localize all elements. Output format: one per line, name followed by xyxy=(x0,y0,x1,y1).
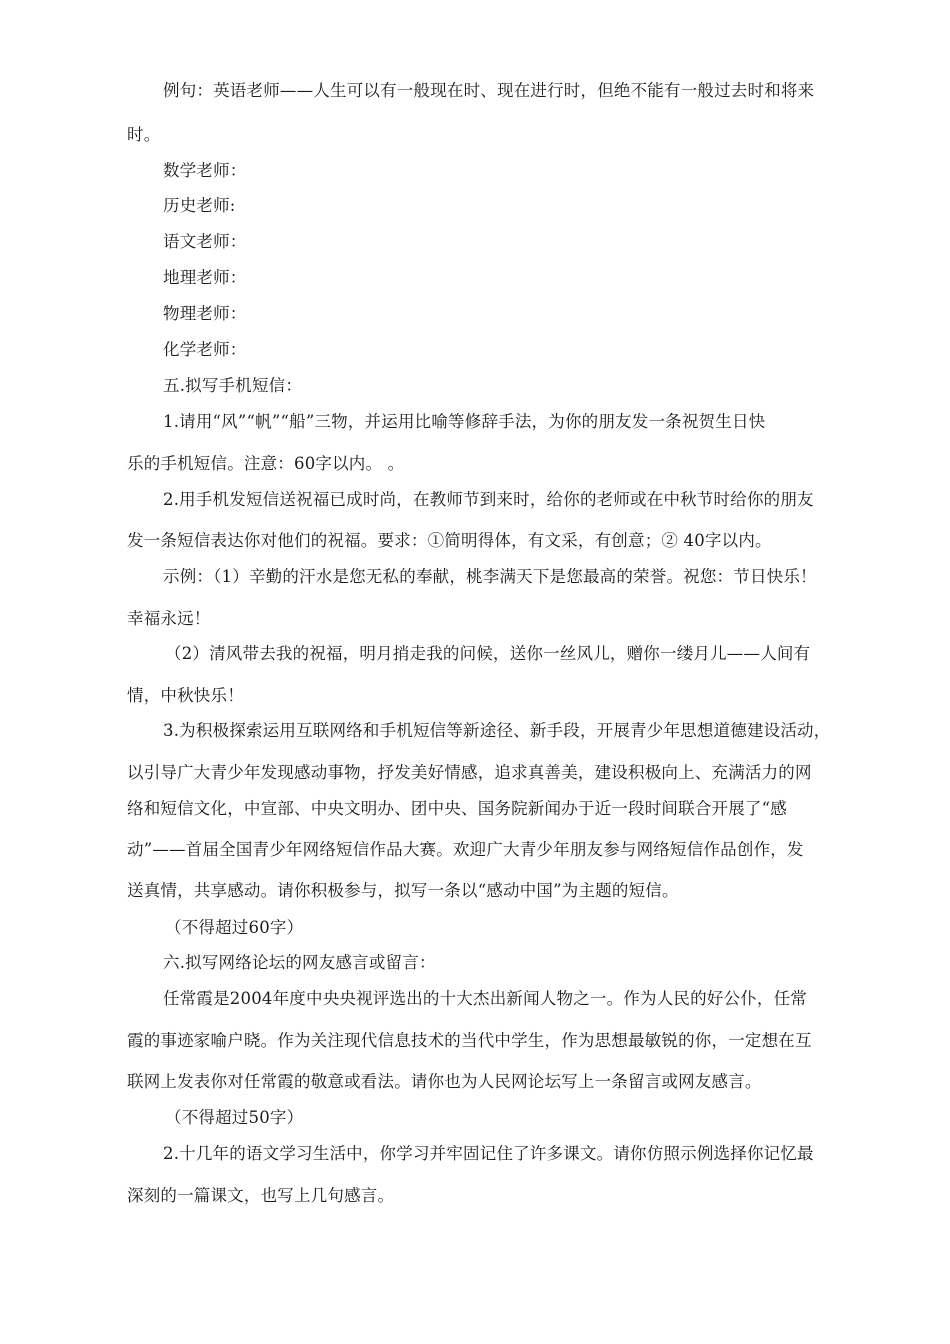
paragraph-line: 2.十几年的语文学习生活中，你学习并牢固记住了许多课文。请你仿照示例选择你记忆最 xyxy=(163,1144,814,1163)
paragraph-line: 深刻的一篇课文，也写上几句感言。 xyxy=(127,1186,395,1205)
paragraph-line: 动”——首届全国青少年网络短信作品大赛。欢迎广大青少年朋友参与网络短信作品创作，发 xyxy=(127,840,804,859)
paragraph-line: 时。 xyxy=(127,125,161,144)
paragraph-line: 物理老师： xyxy=(163,304,247,323)
paragraph-line: （2）清风带去我的祝福，明月捎走我的问候，送你一丝风儿，赠你一缕月儿——人间有 xyxy=(165,644,811,663)
paragraph-line: 2.用手机发短信送祝福已成时尚，在教师节到来时，给你的老师或在中秋节时给你的朋友 xyxy=(163,490,814,509)
paragraph-line: 络和短信文化，中宣部、中央文明办、团中央、国务院新闻办于近一段时间联合开展了“感 xyxy=(127,799,787,818)
paragraph-line: 情，中秋快乐！ xyxy=(127,686,244,705)
paragraph-line: 语文老师： xyxy=(163,232,247,251)
paragraph-line: 以引导广大青少年发现感动事物，抒发美好情感，追求真善美，建设积极向上、充满活力的网 xyxy=(127,763,812,782)
paragraph-line: 历史老师: xyxy=(163,196,236,215)
paragraph-line: 化学老师： xyxy=(163,340,247,359)
paragraph-line: （不得超过50字） xyxy=(165,1108,304,1127)
paragraph-line: 地理老师： xyxy=(163,268,247,287)
paragraph-line: 3.为积极探索运用互联网络和手机短信等新途径、新手段，开展青少年思想道德建设活动， xyxy=(163,721,831,740)
paragraph-line: 乐的手机短信。注意：60字以内。 。 xyxy=(127,454,405,473)
paragraph-line: （不得超过60字） xyxy=(165,918,304,937)
paragraph-line: 示例：（1）辛勤的汗水是您无私的奉献，桃李满天下是您最高的荣誉。祝您：节日快乐！ xyxy=(163,567,817,586)
section-heading: 五.拟写手机短信： xyxy=(163,376,303,395)
paragraph-line: 幸福永远！ xyxy=(127,609,211,628)
section-heading: 六.拟写网络论坛的网友感言或留言： xyxy=(163,953,436,972)
paragraph-line: 1.请用“风”“帆”“船”三物，并运用比喻等修辞手法，为你的朋友发一条祝贺生日快 xyxy=(163,412,766,431)
paragraph-line: 数学老师： xyxy=(163,161,247,180)
paragraph-line: 例句：英语老师——人生可以有一般现在时、现在进行时，但绝不能有一般过去时和将来 xyxy=(163,81,815,100)
paragraph-line: 送真情，共享感动。请你积极参与，拟写一条以“感动中国”为主题的短信。 xyxy=(127,881,679,900)
paragraph-line: 任常霞是2004年度中央央视评选出的十大杰出新闻人物之一。作为人民的好公仆，任常 xyxy=(163,989,807,1008)
paragraph-line: 霞的事迹家喻户晓。作为关注现代信息技术的当代中学生，作为思想最敏锐的你，一定想在互 xyxy=(127,1031,812,1050)
paragraph-line: 发一条短信表达你对他们的祝福。要求：①简明得体，有文采，有创意；② 40字以内。 xyxy=(127,531,772,550)
paragraph-line: 联网上发表你对任常霞的敬意或看法。请你也为人民网论坛写上一条留言或网友感言。 xyxy=(127,1072,762,1091)
